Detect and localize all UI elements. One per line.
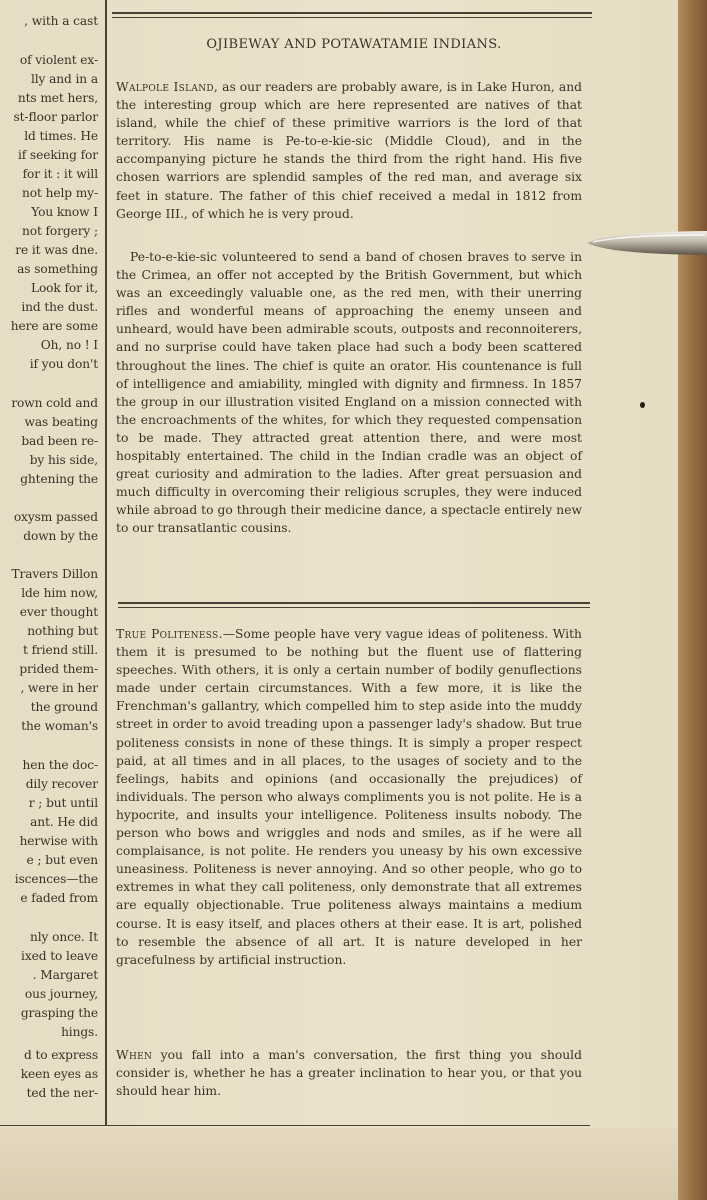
left-column-line: d to express — [23, 1048, 98, 1062]
left-column-line: hen the doc- — [22, 758, 98, 772]
left-column-line: r ; but until — [28, 796, 98, 810]
left-column-line: ant. He did — [30, 815, 98, 829]
section-double-rule-thin — [118, 607, 590, 608]
section-double-rule — [118, 602, 590, 604]
left-column-line: rown cold and — [11, 396, 98, 410]
left-column-line: keen eyes as — [20, 1067, 98, 1081]
left-column-line: e faded from — [20, 891, 98, 905]
left-column-line: ld times. He — [24, 129, 98, 143]
left-column-line: iscences—the — [14, 872, 98, 886]
header-double-rule — [112, 12, 592, 14]
left-column-line: lde him now, — [21, 586, 98, 600]
left-column-line: e ; but even — [26, 853, 98, 867]
left-column-line: if seeking for — [17, 148, 98, 162]
left-column-line: by his side, — [29, 453, 98, 467]
left-column-line: nothing but — [27, 624, 98, 638]
left-column-line: nly once. It — [30, 930, 98, 944]
left-column-line: for it : it will — [22, 167, 98, 181]
left-column-line: Travers Dillon — [11, 567, 98, 581]
article-paragraph-1 — [116, 78, 582, 223]
left-column-line: nts met hers, — [17, 91, 98, 105]
book-spine-edge — [678, 0, 707, 1200]
left-column-line: st-floor parlor — [13, 110, 98, 124]
tack-icon — [640, 402, 645, 408]
left-column-line: ever thought — [19, 605, 98, 619]
paragraph-1-text: as our readers are probably aware, is in Lake Huron, and the interesting group which are here represented are natives of that island, while the chief of these primitive warriors is the lord of that territory. His name is Pe-to-e-kie-sic (Middle Cloud), and in the accompanying picture he stands the third from the right hand. His five chosen warriors are splendid samples of the red man, and average six feet in stature. The father of this chief received a medal in 1812 from George III., of which he is very proud. — [116, 80, 582, 221]
left-column-line: t friend still. — [23, 643, 98, 657]
left-column-line: dily recover — [25, 777, 98, 791]
left-column-line: not help my- — [22, 186, 98, 200]
left-column-line: grasping the — [20, 1006, 98, 1020]
lead-in-when: When — [116, 1048, 153, 1062]
left-column-line: ted the ner- — [26, 1086, 98, 1100]
left-column-line: You know I — [31, 205, 98, 219]
left-column-line: . Margaret — [32, 968, 98, 982]
column-divider-rule — [105, 0, 107, 1125]
left-column-line: prided them- — [19, 662, 98, 676]
left-column-line: Oh, no ! I — [40, 338, 98, 352]
pin-needle-icon — [585, 228, 707, 258]
left-column-line: of violent ex- — [19, 53, 98, 67]
lead-in-true-politeness: True Politeness. — [116, 627, 223, 641]
left-column-line: was beating — [24, 415, 98, 429]
left-column-line: bad been re- — [21, 434, 98, 448]
left-column-line: ind the dust. — [21, 300, 98, 314]
conversation-text: you fall into a man's conversation, the first thing you should consider is, whether he has a greater inclination to hear you, or that you should hear him. — [116, 1048, 582, 1099]
left-column-line: as something — [17, 262, 98, 276]
header-double-rule-thin — [112, 17, 592, 18]
left-column-line: ixed to leave — [21, 949, 98, 963]
left-column-line: here are some — [10, 319, 98, 333]
left-column-line: herwise with — [19, 834, 98, 848]
footer-rule — [0, 1125, 590, 1126]
left-column-line: , with a cast — [24, 14, 98, 28]
politeness-text: —Some people have very vague ideas of politeness. With them it is presumed to be nothing but the fluent use of flattering speeches. With others, it is only a certain number of bodily genuflections made under certain circumstances. With a few more, it is like the Frenchman's gallantry, which compelled him to step aside into the muddy street in order to avoid treading upon a passenger lady's shadow. But true politeness consists in none of these things. It is simply a proper respect paid, at all times and in all places, to the usages of society and to the feelings, habits and opinions (and occasionally the prejudices) of individuals. The person who always compliments you is not polite. He is a hypocrite, and insults your intelligence. Politeness insults nobody. The person who bows and wriggles and nods and smiles, as if he were all complaisance, is not polite. He renders you uneasy by his own excessive uneasiness. Politeness is never annoying. And so other people, who go to extremes in what they call politeness, only demonstrate that all extremes are equally objectionable. True politeness always maintains a medium course. It is easy itself, and places others at their ease. It is art, polished to resemble the absence of all art. It is nature developed in her gracefulness by artificial instruction. — [116, 627, 582, 967]
politeness-paragraph — [116, 625, 582, 969]
article-paragraph-2: Pe-to-e-kie-sic volunteered to send a band of chosen braves to serve in the Crimea, an offer not accepted by the British Government, but which was an exceedingly valuable one, as the red men, with their unerring rifles and wonderful means of approaching the enemy unseen and unheard, would have been admirable scouts, outposts and reconnoiterers, and no surprise could have taken place had such a body been scattered throughout the lines. The chief is quite an orator. His countenance is full of intelligence and amiability, mingled with dignity and firmness. In 1857 the group in our illustration visited England on a mission connected with the encroachments of the whites, for which they requested compensation to be made. They attracted great attention there, and were most hospitably entertained. The child in the Indian cradle was an object of great curiosity and admiration to the ladies. After great persuasion and much difficulty in overcoming their religious scruples, they were induced while abroad to go through their medicine dance, a spectacle entirely new to our transatlantic cousins. — [116, 250, 582, 536]
page-bottom-shadow — [0, 1128, 678, 1200]
left-column-line: ghtening the — [20, 472, 98, 486]
left-column-line: oxysm passed — [13, 510, 98, 524]
left-column-line: the ground — [30, 700, 98, 714]
left-column-line: lly and in a — [30, 72, 98, 86]
left-column-line: if you don't — [29, 357, 98, 371]
left-column-line: re it was dne. — [15, 243, 98, 257]
left-column-line: ous journey, — [24, 987, 98, 1001]
left-column-line: Look for it, — [30, 281, 98, 295]
left-column-line: , were in her — [20, 681, 98, 695]
left-column-line: down by the — [23, 529, 98, 543]
conversation-paragraph — [116, 1046, 582, 1100]
left-column-line: the woman's — [21, 719, 98, 733]
left-column-line: hings. — [61, 1025, 98, 1039]
left-column-line: not forgery ; — [21, 224, 98, 238]
lead-in-walpole-island: Walpole Island, — [116, 80, 219, 94]
article-title: OJIBEWAY AND POTAWATAMIE INDIANS. — [206, 37, 502, 52]
